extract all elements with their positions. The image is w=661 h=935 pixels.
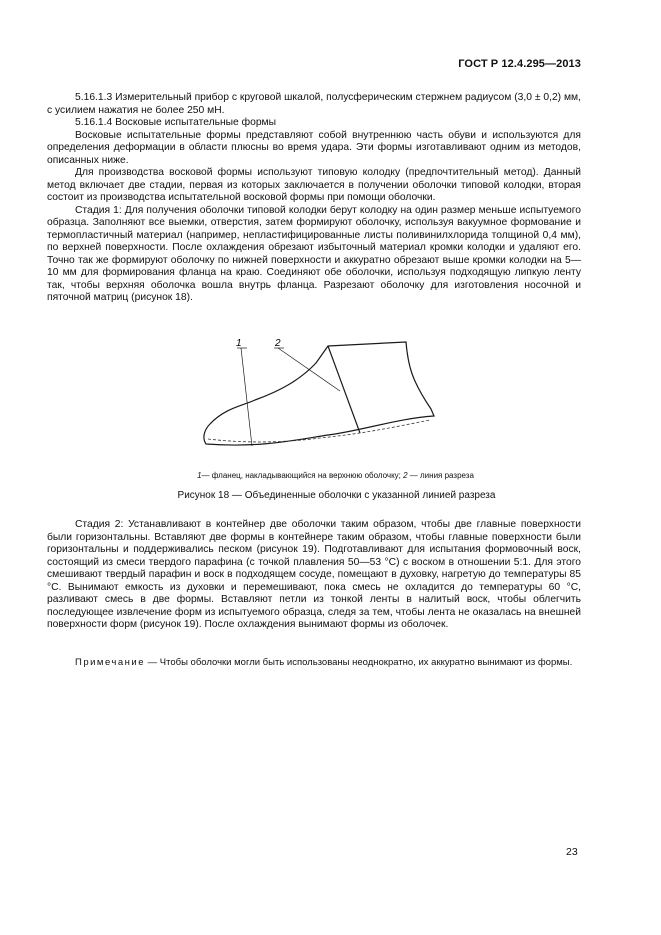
top-text-block bbox=[47, 92, 581, 305]
figure-legend bbox=[0, 471, 661, 480]
bottom-text-block bbox=[47, 519, 581, 632]
shell-figure bbox=[200, 336, 440, 458]
document-code: ГОСТ Р 12.4.295—2013 bbox=[458, 58, 581, 70]
cut-line bbox=[328, 346, 360, 433]
figure-caption: Рисунок 18 — Объединенные оболочки с указанной линией разреза bbox=[177, 490, 496, 501]
legend-text-1: — фланец, накладывающийся на верхнюю оболочку; bbox=[201, 471, 404, 480]
figure-label-2: 2 bbox=[275, 338, 281, 349]
flange-dashed-line bbox=[208, 420, 430, 442]
note bbox=[47, 657, 581, 669]
note-label: Примечание bbox=[75, 657, 145, 668]
leader-line-1-drop bbox=[241, 348, 252, 446]
note-text: — Чтобы оболочки могли быть использованы неоднократно, их аккуратно вынимают из формы. bbox=[145, 657, 573, 668]
paragraph-5-16-1-3: 5.16.1.3 Измерительный прибор с круговой шкалой, полусферическим стержнем радиусом (3,0 ± 0,2) мм, с усилием нажатия не более 250 мН. bbox=[47, 92, 581, 116]
paragraph-stage-2: Стадия 2: Устанавливают в контейнер две оболочки таким образом, чтобы две главные поверхности были горизонтальны. Вставляют две формы в контейнере таким образом, чтобы главные поверхности были горизонтальны и поддерживались песком (рисунок 19). Подготавливают для испытания формовочный воск, состоящий из смеси твердого парафина (с точкой плавления 50—53 °С) с воском в отношении 5:1. Для этого смешивают твердый парафин и воск в подходящем сосуде, помещают в духовку, нагретую до температуры 85 °С. Вынимают емкость из духовки и перемешивают, пока смесь не охладится до температуры 60 °С, разливают смесь в две формы. Вставляют петли из тонкой ленты в налитый воск, чтобы облегчить последующее извлечение форм из испытуемого образца, следя за тем, чтобы лента не оказалась на внешней поверхности форм (рисунок 19). После охлаждения вынимают формы из оболочек. bbox=[47, 519, 581, 630]
paragraph-5-16-1-4-heading: 5.16.1.4 Восковые испытательные формы bbox=[75, 117, 277, 128]
legend-number-1: 1 bbox=[197, 471, 202, 480]
page-number: 23 bbox=[566, 846, 578, 858]
paragraph-method: Для производства восковой формы используют типовую колодку (предпочтительный метод). Данный метод включает две стадии, первая из которых заключается в получении оболочки типовой колодки, вторая состоит из производства испытательной восковой формы при помощи оболочки. bbox=[47, 167, 581, 203]
legend-text-2: — линия разреза bbox=[407, 471, 474, 480]
paragraph-stage-1: Стадия 1: Для получения оболочки типовой колодки берут колодку на один размер меньше испытуемого образца. Заполняют все выемки, отверстия, затем формируют оболочку, используя вакуумное формование и термопластичный материал (например, непластифицированные листы поливинилхлорида толщиной 0,4 мм), по верхней поверхности. После охлаждения обрезают избыточный материал кромки колодки и удаляют его. Точно так же формируют оболочку по нижней поверхности и аккуратно обрезают выше кромки колодки на 5—10 мм для формирования фланца на краю. Соединяют обе оболочки, используя подходящую липкую ленту так, чтобы верхняя оболочка вошла внутрь фланца. Разрезают оболочку для изготовления носочной и пяточной матриц (рисунок 18). bbox=[47, 204, 581, 303]
legend-number-2: 2 bbox=[403, 471, 408, 480]
shell-outline bbox=[204, 342, 434, 445]
figure-label-1: 1 bbox=[236, 338, 242, 349]
paragraph-wax-forms: Восковые испытательные формы представляют собой внутреннюю часть обуви и используются для определения деформации в области плюсны во время удара. Эти формы изготавливают одним из методов, описанных ниже. bbox=[47, 129, 581, 166]
